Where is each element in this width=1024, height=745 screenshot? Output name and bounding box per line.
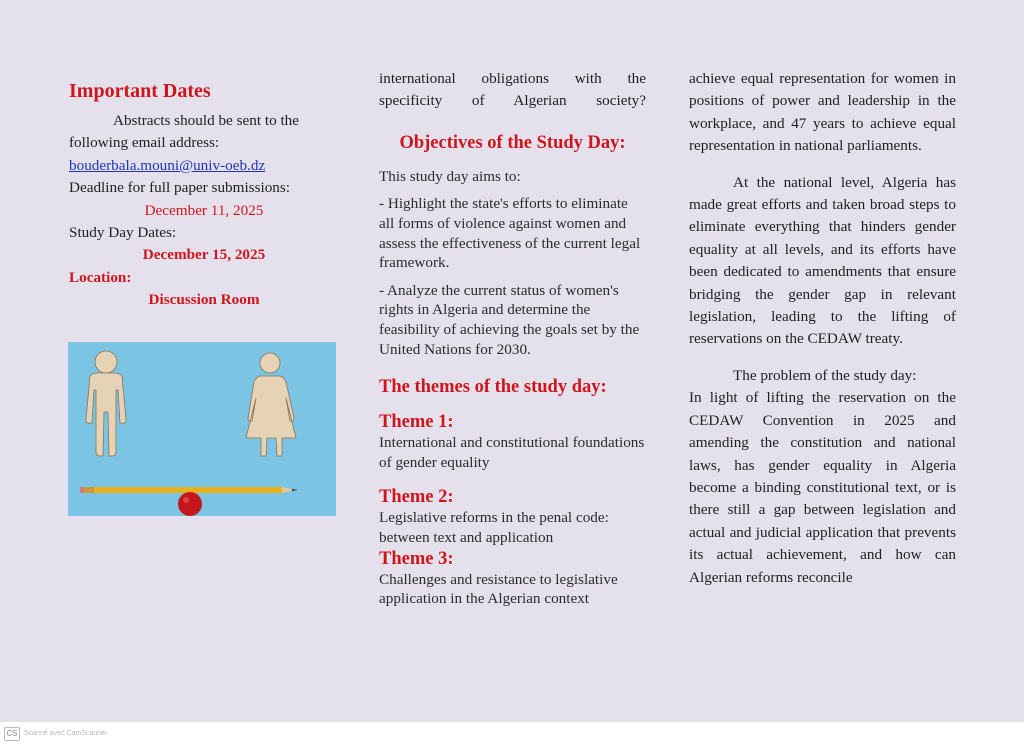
column-objectives	[379, 68, 646, 609]
objectives-intro: This study day aims to:	[379, 167, 521, 185]
location-value: Discussion Room	[148, 291, 260, 309]
abstracts-instructions: Abstracts should be sent to the following email address:	[69, 112, 300, 152]
study-day-date: December 15, 2025	[142, 246, 266, 264]
theme-item	[379, 411, 646, 472]
theme-title: Theme 2:	[379, 487, 454, 508]
theme-text: Challenges and resistance to legislative application in the Algerian context	[379, 570, 618, 608]
column-important-dates	[69, 68, 339, 312]
context-paragraph-1: achieve equal representation for women in positions of power and leadership in the workplace, and 47 years to achieve equal representation in national parliaments.	[689, 70, 956, 155]
theme-text: Legislative reforms in the penal code: between text and application	[379, 509, 609, 546]
contact-email-link[interactable]: bouderbala.mouni@univ-oeb.dz	[69, 156, 266, 174]
objectives-heading: Objectives of the Study Day:	[399, 132, 626, 153]
deadline-date: December 11, 2025	[144, 201, 264, 219]
theme-item	[379, 548, 646, 609]
theme-text: International and constitutional foundations of gender equality	[379, 434, 645, 471]
study-day-label: Study Day Dates:	[69, 224, 177, 242]
theme-title: Theme 1:	[379, 412, 454, 433]
important-dates-heading: Important Dates	[69, 80, 211, 102]
theme-item	[379, 486, 646, 547]
themes-heading: The themes of the study day:	[379, 377, 607, 398]
gender-equality-illustration	[68, 342, 336, 516]
problem-text: In light of lifting the reservation on the CEDAW Convention in 2025 and amending the constitution and national laws, has gender equality in Algeria become a binding constitutional text, or is there still a gap between legislation and actual and judicial application that prevents its actual achievement, and how can Algerian reforms reconcile	[689, 389, 956, 586]
theme-title: Theme 3:	[379, 548, 454, 569]
camscanner-logo-icon: CS	[4, 727, 20, 741]
continued-question-end	[379, 68, 646, 113]
column-context	[689, 68, 956, 589]
problem-heading: The problem of the study day:	[733, 366, 917, 384]
continued-question-text: international obligations with the specificity of Algerian society?	[379, 70, 646, 110]
objective-item: - Analyze the current status of women's rights in Algeria and determine the feasibility of achieving the goals set by the United Nations for 2030.	[379, 281, 640, 358]
scanner-watermark-bar	[0, 722, 1024, 745]
deadline-label: Deadline for full paper submissions:	[69, 179, 291, 197]
camscanner-watermark-text: Scanné avec CamScanner	[24, 730, 108, 737]
balance-figures-icon	[68, 342, 336, 516]
context-paragraph-2: At the national level, Algeria has made great efforts and taken broad steps to eliminate everything that hinders gender equality at all levels, and its efforts have been dedicated to amendments that ensure bridging the gender gap in relevant legislation, leading to the lifting of reservations on the CEDAW treaty.	[689, 173, 956, 348]
location-label: Location:	[69, 268, 132, 286]
objective-item: - Highlight the state's efforts to eliminate all forms of violence against women and assess the effectiveness of the current legal framework.	[379, 195, 641, 272]
